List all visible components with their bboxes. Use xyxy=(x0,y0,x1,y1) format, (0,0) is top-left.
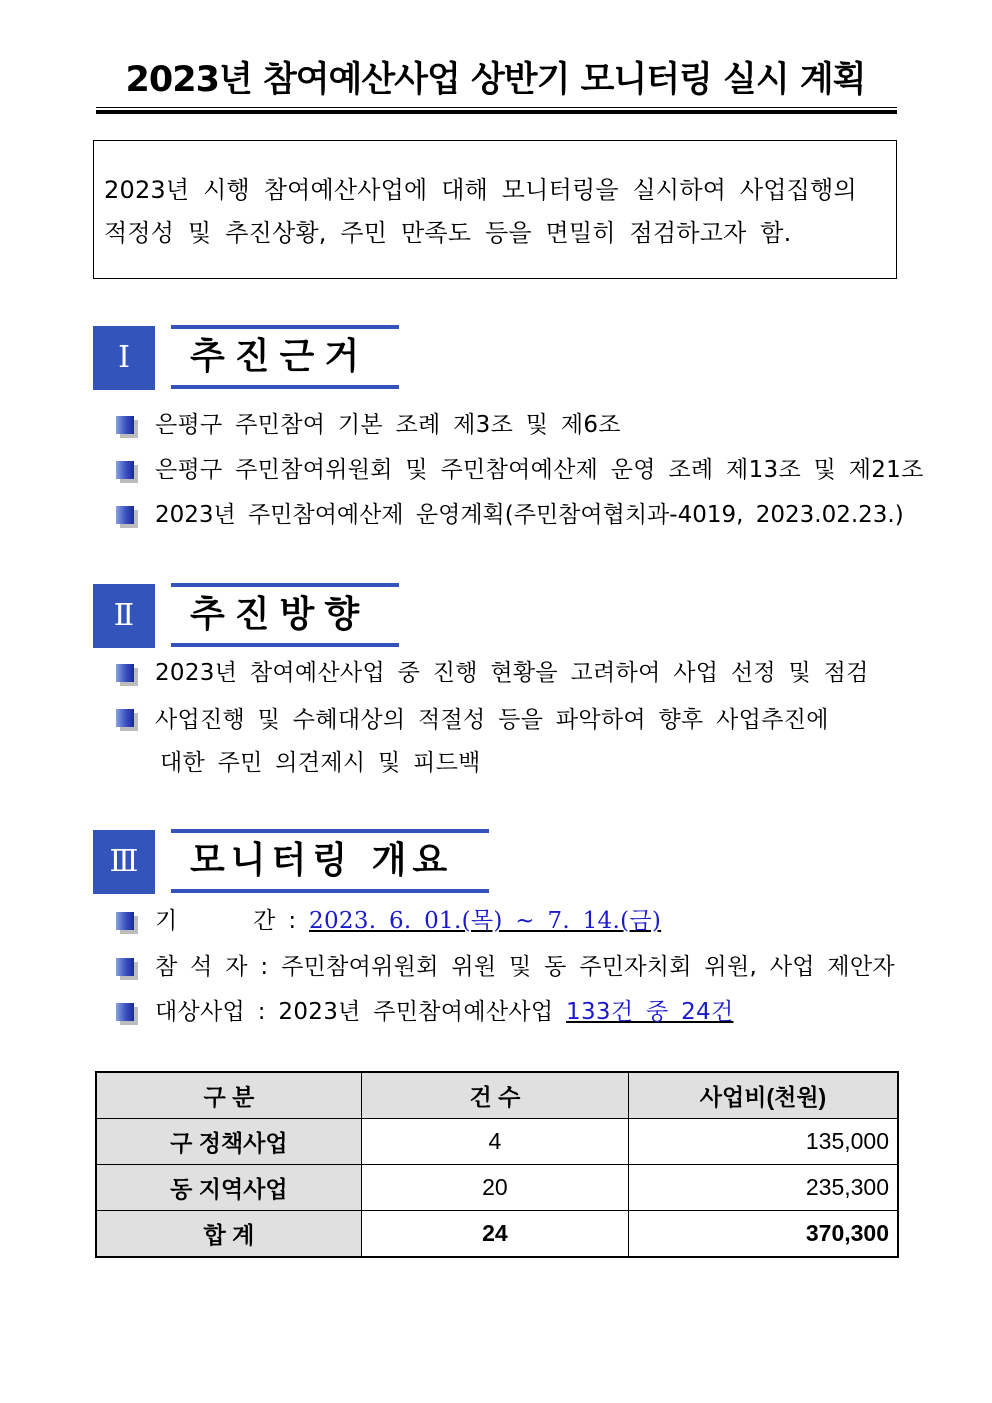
target-projects-highlight: 133건 중 24건 xyxy=(566,999,734,1025)
header-count: 건 수 xyxy=(361,1072,628,1119)
total-count: 24 xyxy=(361,1211,628,1258)
target-projects-label: 대상사업 xyxy=(155,999,246,1025)
section-2-number: Ⅱ xyxy=(93,584,155,648)
section-2-bullet-2-continued: 대한 주민 의견제시 및 피드백 xyxy=(160,750,481,776)
row-count: 20 xyxy=(361,1165,628,1211)
section-1-title: 추진근거 xyxy=(190,336,370,377)
title-underline-thin xyxy=(96,107,897,108)
section-2-bullet-1: 2023년 참여예산사업 중 진행 현황을 고려하여 사업 선정 및 점검 xyxy=(155,660,869,686)
total-label: 합 계 xyxy=(96,1211,361,1258)
section-3-number: Ⅲ xyxy=(93,830,155,894)
section-2-bottom-bar xyxy=(171,643,399,647)
section-2-bullet-2: 사업진행 및 수혜대상의 적절성 등을 파악하여 향후 사업추진에 xyxy=(155,707,829,733)
target-projects-value: 2023년 주민참여예산사업 xyxy=(278,999,554,1025)
table-header-row xyxy=(96,1072,898,1119)
attendees-value: 주민참여위원회 위원 및 동 주민자치회 위원, 사업 제안자 xyxy=(281,954,895,980)
section-1-number: Ⅰ xyxy=(93,326,155,390)
summary-box xyxy=(93,140,897,279)
section-1-bullet-2: 은평구 주민참여위원회 및 주민참여예산제 운영 조례 제13조 및 제21조 xyxy=(155,457,924,483)
row-category: 동 지역사업 xyxy=(96,1165,361,1211)
period-label: 기 간 xyxy=(155,908,276,934)
attendees-item xyxy=(155,952,895,982)
square-bullet-icon xyxy=(116,912,134,930)
row-budget: 135,000 xyxy=(629,1119,898,1165)
square-bullet-icon xyxy=(116,1003,134,1021)
table-total-row xyxy=(96,1211,898,1258)
table-row xyxy=(96,1119,898,1165)
period-value: 2023. 6. 01.(목) ~ 7. 14.(금) xyxy=(309,908,662,934)
section-1-top-bar xyxy=(171,325,399,329)
section-3-title: 모니터링 개요 xyxy=(190,840,454,881)
section-3-bottom-bar xyxy=(171,889,489,893)
square-bullet-icon xyxy=(116,416,134,434)
row-budget: 235,300 xyxy=(629,1165,898,1211)
document-title: 2023년 참여예산사업 상반기 모니터링 실시 계획 xyxy=(125,60,866,100)
square-bullet-icon xyxy=(116,506,134,524)
section-3-top-bar xyxy=(171,829,489,833)
summary-line-1: 2023년 시행 참여예산사업에 대해 모니터링을 실시하여 사업집행의 xyxy=(104,176,857,204)
title-underline-thick xyxy=(96,110,897,114)
header-budget: 사업비(천원) xyxy=(629,1072,898,1119)
square-bullet-icon xyxy=(116,958,134,976)
period-separator: : xyxy=(288,908,297,934)
row-category: 구 정책사업 xyxy=(96,1119,361,1165)
total-budget: 370,300 xyxy=(629,1211,898,1258)
attendees-separator: : xyxy=(260,954,269,980)
section-2-title: 추진방향 xyxy=(190,594,370,635)
section-1-bullet-1: 은평구 주민참여 기본 조례 제3조 및 제6조 xyxy=(155,412,621,438)
square-bullet-icon xyxy=(116,664,134,682)
period-item xyxy=(155,906,661,936)
table-row xyxy=(96,1165,898,1211)
target-projects-separator: : xyxy=(257,999,266,1025)
summary-line-2: 적정성 및 추진상황, 주민 만족도 등을 면밀히 점검하고자 함. xyxy=(104,219,792,247)
target-projects-item xyxy=(155,997,733,1027)
square-bullet-icon xyxy=(116,461,134,479)
attendees-label: 참 석 자 xyxy=(155,954,248,980)
section-1-bottom-bar xyxy=(171,385,399,389)
section-2-top-bar xyxy=(171,583,399,587)
budget-table xyxy=(95,1071,899,1258)
row-count: 4 xyxy=(361,1119,628,1165)
section-1-bullet-3: 2023년 주민참여예산제 운영계획(주민참여협치과-4019, 2023.02.23.) xyxy=(155,502,904,528)
square-bullet-icon xyxy=(116,709,134,727)
header-category: 구 분 xyxy=(96,1072,361,1119)
